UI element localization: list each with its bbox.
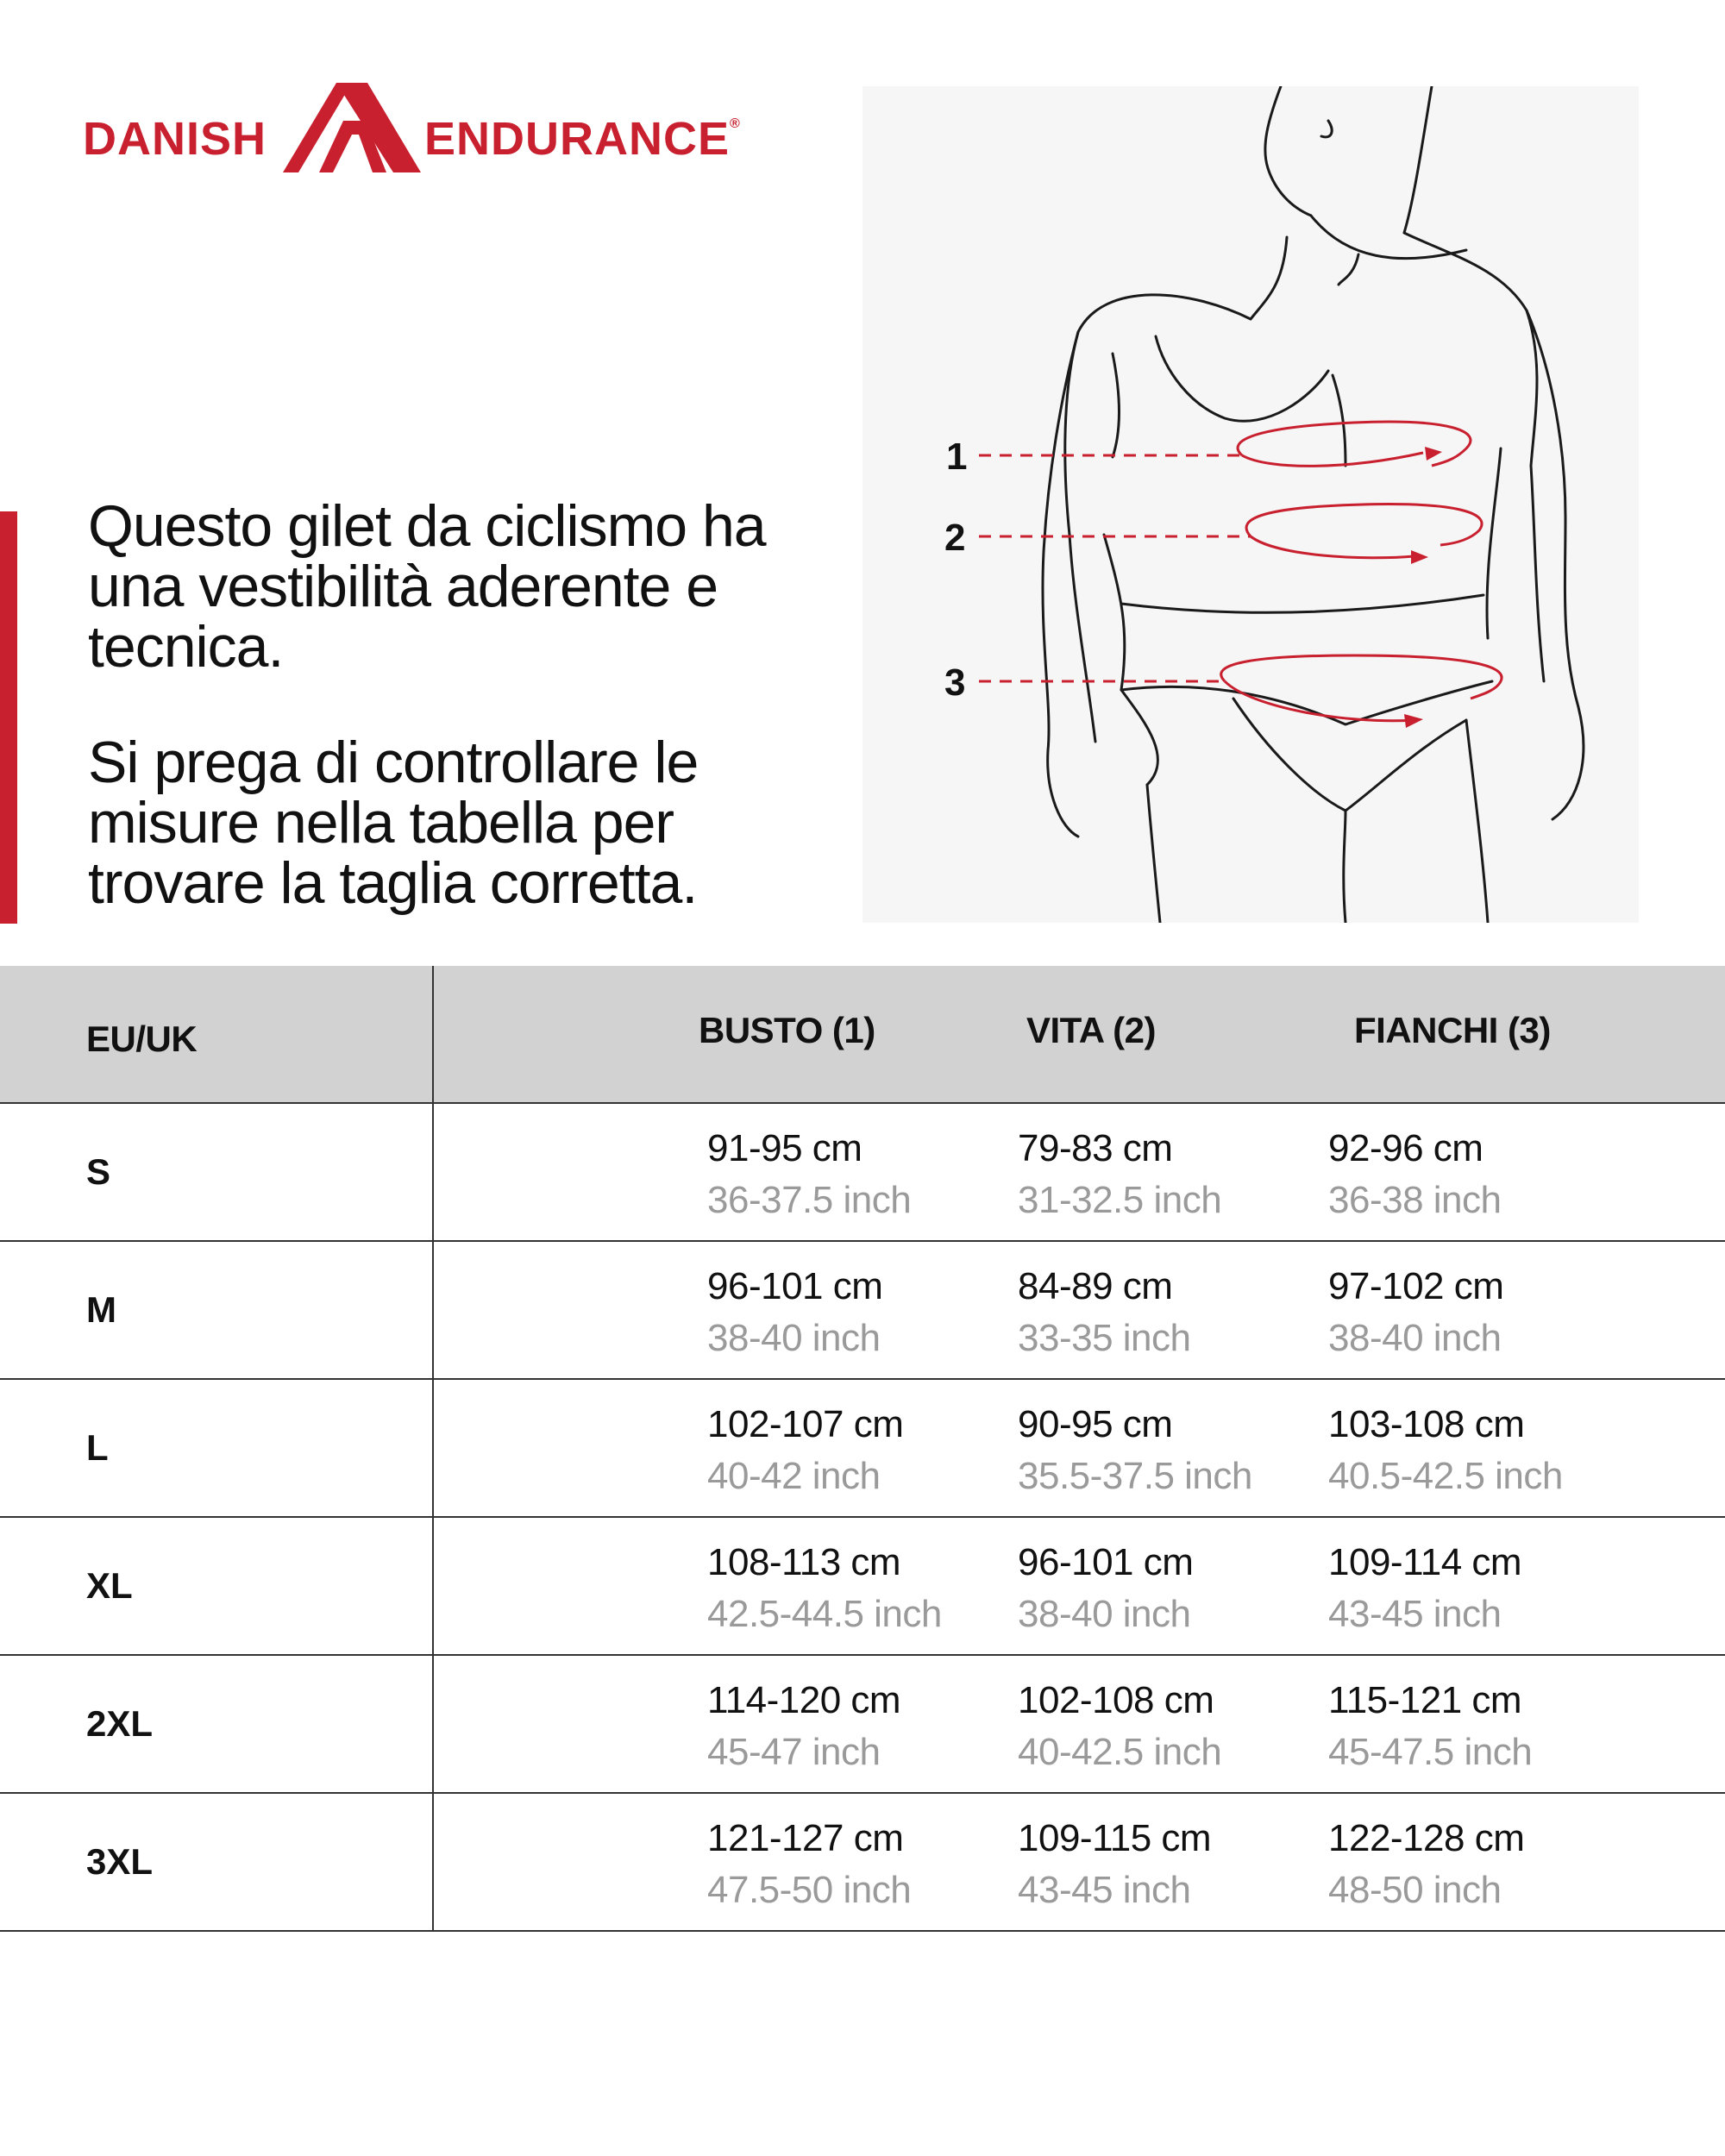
header-bust: BUSTO (1) xyxy=(699,1010,875,1050)
hip-inch: 36-38 inch xyxy=(1328,1179,1502,1221)
bust-cell xyxy=(707,1399,903,1502)
hip-cell xyxy=(1328,1813,1524,1916)
table-column-divider xyxy=(432,966,434,1932)
bust-cell xyxy=(707,1813,911,1916)
hip-cell xyxy=(1328,1123,1501,1226)
waist-inch: 35.5-37.5 inch xyxy=(1018,1455,1252,1497)
bust-cm: 114-120 cm xyxy=(707,1679,901,1721)
waist-cell xyxy=(1018,1813,1211,1916)
bust-cm: 91-95 cm xyxy=(707,1127,862,1169)
bust-cm: 108-113 cm xyxy=(707,1541,901,1583)
waist-cm: 84-89 cm xyxy=(1018,1265,1173,1307)
header-hip: FIANCHI (3) xyxy=(1354,1010,1551,1050)
waist-cell xyxy=(1018,1399,1252,1502)
size-label: S xyxy=(86,1151,111,1192)
table-row xyxy=(0,1380,1725,1518)
bust-cell xyxy=(707,1261,882,1364)
measurement-label-1: 1 xyxy=(946,436,968,478)
hip-cm: 92-96 cm xyxy=(1328,1127,1484,1169)
size-label: 3XL xyxy=(86,1841,154,1882)
intro-text xyxy=(88,493,864,968)
waist-cm: 96-101 cm xyxy=(1018,1541,1194,1583)
waist-cell xyxy=(1018,1675,1221,1778)
body-outline-illustration xyxy=(862,86,1639,923)
bust-cm: 96-101 cm xyxy=(707,1265,883,1307)
bust-inch: 47.5-50 inch xyxy=(707,1869,912,1911)
table-header xyxy=(0,966,1725,1104)
hip-inch: 45-47.5 inch xyxy=(1328,1731,1533,1773)
hip-cm: 97-102 cm xyxy=(1328,1265,1504,1307)
waist-inch: 33-35 inch xyxy=(1018,1317,1191,1359)
waist-cm: 90-95 cm xyxy=(1018,1403,1173,1445)
size-label: M xyxy=(86,1289,116,1330)
bust-inch: 42.5-44.5 inch xyxy=(707,1593,942,1635)
hip-cm: 122-128 cm xyxy=(1328,1817,1525,1859)
waist-cell xyxy=(1018,1123,1221,1226)
hip-cm: 115-121 cm xyxy=(1328,1679,1522,1721)
hip-inch: 40.5-42.5 inch xyxy=(1328,1455,1563,1497)
hip-inch: 43-45 inch xyxy=(1328,1593,1502,1635)
brand-name-right: ENDURANCE® xyxy=(424,113,741,165)
bust-inch: 38-40 inch xyxy=(707,1317,881,1359)
brand-logo xyxy=(83,83,756,178)
bust-inch: 45-47 inch xyxy=(707,1731,881,1773)
waist-cm: 102-108 cm xyxy=(1018,1679,1214,1721)
waist-cm: 79-83 cm xyxy=(1018,1127,1173,1169)
measurement-figure xyxy=(862,86,1639,923)
waist-cell xyxy=(1018,1537,1193,1640)
size-label: 2XL xyxy=(86,1703,154,1744)
hip-cell xyxy=(1328,1261,1503,1364)
hip-cell xyxy=(1328,1675,1532,1778)
table-row xyxy=(0,1656,1725,1794)
bust-cell xyxy=(707,1123,911,1226)
bust-inch: 40-42 inch xyxy=(707,1455,881,1497)
header-waist: VITA (2) xyxy=(1026,1010,1156,1050)
hip-inch: 38-40 inch xyxy=(1328,1317,1502,1359)
size-label: XL xyxy=(86,1565,133,1606)
hip-cm: 103-108 cm xyxy=(1328,1403,1525,1445)
registered-mark: ® xyxy=(730,116,741,131)
brand-name-left: DANISH xyxy=(83,113,267,165)
hip-cell xyxy=(1328,1399,1563,1502)
bust-cm: 102-107 cm xyxy=(707,1403,904,1445)
hip-cell xyxy=(1328,1537,1521,1640)
table-row xyxy=(0,1794,1725,1932)
intro-paragraph-2: Si prega di controllare le misure nella tabella per trovare la taglia corretta. xyxy=(88,730,699,916)
brand-mountain-icon xyxy=(283,83,421,178)
table-row xyxy=(0,1518,1725,1656)
intro-paragraph-1: Questo gilet da ciclismo ha una vestibilità aderente e tecnica. xyxy=(88,493,766,680)
hip-cm: 109-114 cm xyxy=(1328,1541,1522,1583)
table-row xyxy=(0,1242,1725,1380)
accent-bar xyxy=(0,511,17,924)
waist-cell xyxy=(1018,1261,1190,1364)
waist-inch: 43-45 inch xyxy=(1018,1869,1191,1911)
bust-cm: 121-127 cm xyxy=(707,1817,904,1859)
measurement-label-2: 2 xyxy=(944,517,966,559)
measurement-label-3: 3 xyxy=(944,661,966,704)
bust-cell xyxy=(707,1675,900,1778)
table-row xyxy=(0,1104,1725,1242)
bust-inch: 36-37.5 inch xyxy=(707,1179,912,1221)
header-size: EU/UK xyxy=(86,1018,198,1059)
bust-cell xyxy=(707,1537,942,1640)
waist-inch: 31-32.5 inch xyxy=(1018,1179,1222,1221)
waist-cm: 109-115 cm xyxy=(1018,1817,1212,1859)
waist-inch: 40-42.5 inch xyxy=(1018,1731,1222,1773)
hip-inch: 48-50 inch xyxy=(1328,1869,1502,1911)
waist-inch: 38-40 inch xyxy=(1018,1593,1191,1635)
size-label: L xyxy=(86,1427,109,1468)
size-table xyxy=(0,966,1725,1932)
